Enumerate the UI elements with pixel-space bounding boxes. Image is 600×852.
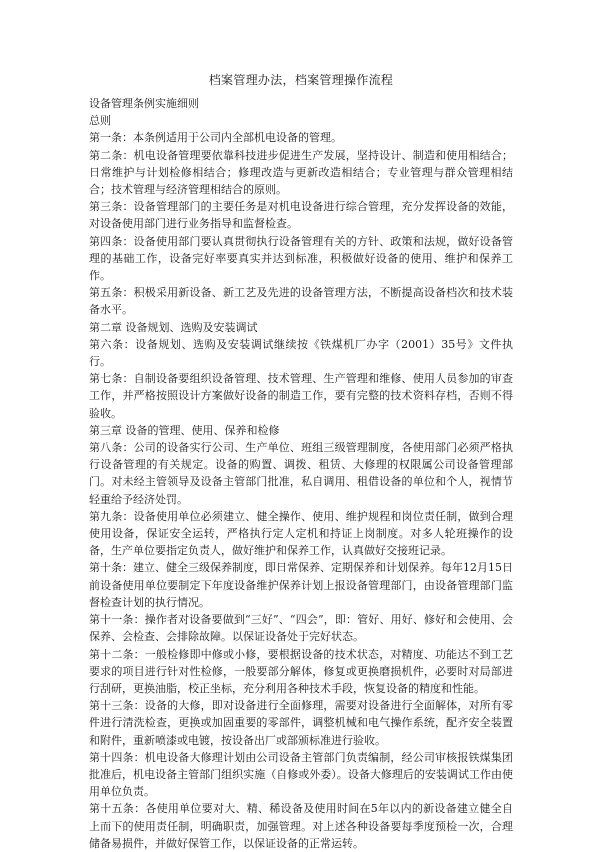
article-paragraph: 第八条：公司的设备实行公司、生产单位、班组三级管理制度，各使用部门必须严格执行设备管理的有关规定。设备的购置、调拨、租赁、大修理的权限属公司设备管理部门。对未经主管领导及设备主管部门批准，私自调用、租借设备的单位和个人，视情节轻重给予经济处罚。: [89, 441, 513, 506]
article-paragraph: 第十条：建立、健全三级保养制度，即日常保养、定期保养和计划保养。每年12月15日前设备使用单位要制定下年度设备维护保养计划上报设备管理部门，由设备管理部门监督检查计划的执行情况。: [89, 561, 513, 609]
article-paragraph: 第五条：积极采用新设备、新工艺及先进的设备管理方法，不断提高设备档次和技术装备水平。: [89, 286, 513, 317]
article-paragraph: 第十三条：设备的大修，即对设备进行全面修理，需要对设备进行全面解体，对所有零件进行清洗检查，更换或加固重要的零部件，调整机械和电气操作系统，配齐安全装置和附件，重新喷漆或电镀，按设备出厂或部颁标准进行验收。: [89, 699, 513, 747]
article-paragraph: 第十五条：各使用单位要对大、精、稀设备及使用时间在5年以内的新设备建立健全自上而下的使用责任制，明确职责，加强管理。对上述各种设备要每季度预检一次，合理储备易损件，并做好保管工作，以保证设备的正常运转。: [89, 802, 513, 850]
document-body: [89, 95, 513, 852]
article-paragraph: 第十二条：一般检修即中修或小修，要根据设备的技术状态，对精度、功能达不到工艺要求的项目进行针对性检修，一般要部分解体，修复或更换磨损机件，必要时对局部进行刮研，更换油脂，校正坐标，充分利用各种技术手段，恢复设备的精度和性能。: [89, 647, 513, 695]
article-paragraph: 第一条：本条例适用于公司内全部机电设备的管理。: [89, 131, 342, 145]
document-title: 档案管理办法，档案管理操作流程: [208, 73, 394, 87]
article-paragraph: 第四条：设备使用部门要认真贯彻执行设备管理有关的方针、政策和法规，做好设备管理的基础工作，设备完好率要真实并达到标准，积极做好设备的使用、维护和保养工作。: [89, 234, 513, 283]
chapter-heading: 第三章 设备的管理、使用、保养和检修: [89, 423, 280, 437]
article-paragraph: 第三条：设备管理部门的主要任务是对机电设备进行综合管理，充分发挥设备的效能，对设备使用部门进行业务指导和监督检查。: [89, 200, 513, 231]
chapter-heading: 第二章 设备规划、选购及安装调试: [89, 320, 258, 334]
article-paragraph: 第十四条：机电设备大修理计划由公司设备主管部门负责编制，经公司审核报铁煤集团批准后，机电设备主管部门组织实施（自修或外委）。设备大修理后的安装调试工作由使用单位负责。: [89, 750, 513, 799]
chapter-heading: 总则: [89, 114, 111, 128]
article-paragraph: 第九条：设备使用单位必须建立、健全操作、使用、维护规程和岗位责任制，做到合理使用设备，保证安全运转，严格执行定人定机和持证上岗制度。对多人轮班操作的设备，生产单位要指定负责人，做好维护和保养工作，认真做好交接班记录。: [89, 509, 513, 558]
article-paragraph: 第六条：设备规划、选购及安装调试继续按《铁煤机厂办字（2001）35号》文件执行。: [89, 337, 513, 369]
article-paragraph: 第十一条：操作者对设备要做到“三好”、“四会”，即：管好、用好、修好和会使用、会保养、会检查、会排除故障。以保证设备处于完好状态。: [89, 613, 513, 644]
article-paragraph: 第七条：自制设备要组织设备管理、技术管理、生产管理和维修、使用人员参加的审查工作，并严格按照设计方案做好设备的制造工作，要有完整的技术资料存档，否则不得验收。: [89, 372, 513, 420]
document-page: [89, 72, 513, 852]
article-paragraph: 第二条：机电设备管理要依靠科技进步促进生产发展，坚持设计、制造和使用相结合；日常维护与计划检修相结合；修理改造与更新改造相结合；专业管理与群众管理相结合；技术管理与经济管理相结合的原则。: [89, 148, 513, 197]
doc-heading: 设备管理条例实施细则: [89, 97, 199, 110]
